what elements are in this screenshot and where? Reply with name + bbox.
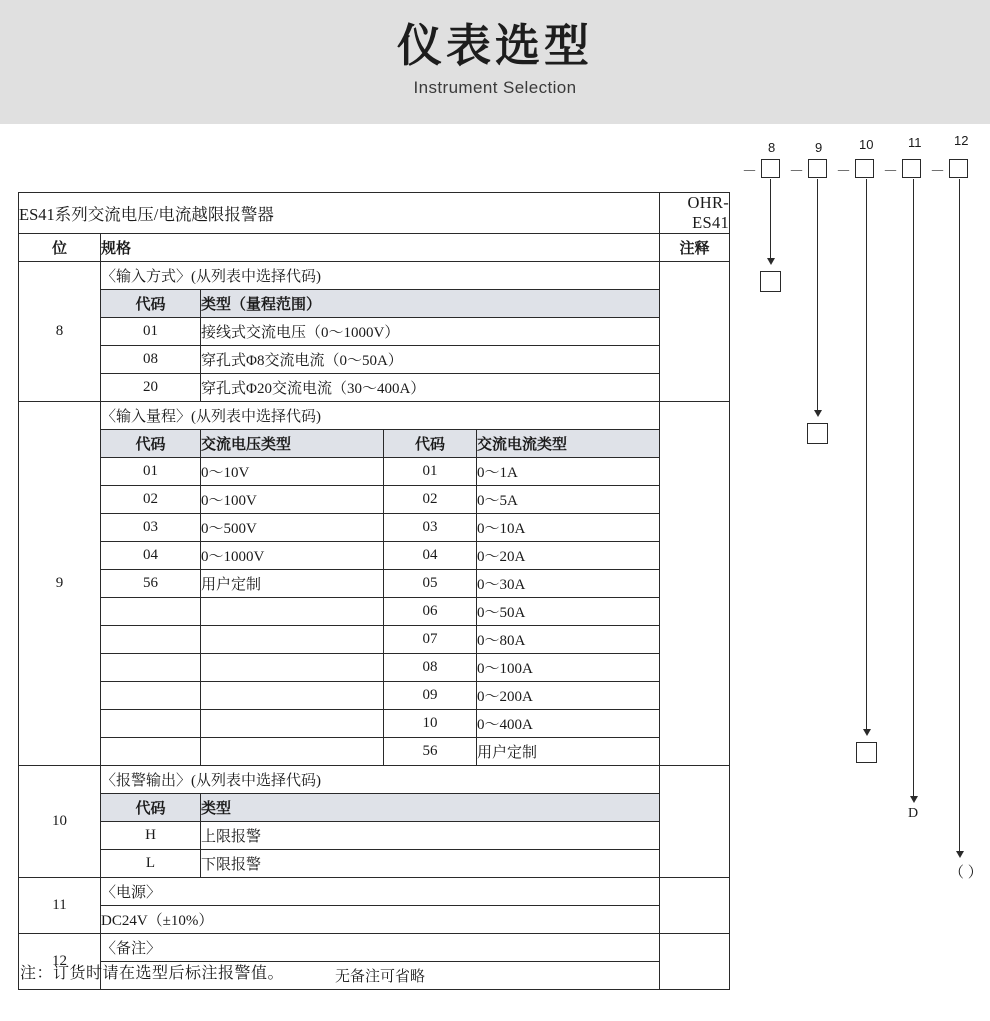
type-cell: 接线式交流电压（0～1000V） [201,318,660,346]
selector-number-9: 9 [815,140,823,155]
drop-box-8[interactable] [760,271,781,292]
type-cell: 0～500V [201,514,384,542]
table-row [19,374,730,402]
code-cell: 10 [384,710,477,738]
table-title-row [19,193,730,234]
type-cell: 上限报警 [201,822,660,850]
type-cell: 下限报警 [201,850,660,878]
connector-arrow-11 [910,796,918,803]
section-heading-10: 〈报警输出〉(从列表中选择代码) [101,766,660,794]
subheader-code-right-9: 代码 [384,430,477,458]
spec-table [18,192,730,990]
code-cell [101,598,201,626]
drop-label-12: （ ） [949,865,983,881]
type-cell: 穿孔式Φ20交流电流（30～400A） [201,374,660,402]
code-cell: 56 [384,738,477,766]
header-pos: 位 [19,234,101,262]
code-cell: 08 [384,654,477,682]
subheader-type-left-9: 交流电压类型 [201,430,384,458]
drop-box-10[interactable] [856,742,877,763]
type-cell [201,738,384,766]
subheader-type-8: 类型（量程范围） [201,290,660,318]
type-cell: 0～30A [477,570,660,598]
type-cell: 0～80A [477,626,660,654]
type-cell: 0～20A [477,542,660,570]
note-cell-12 [660,934,730,990]
connector-arrow-12 [956,851,964,858]
selector-box-8[interactable] [761,159,780,178]
selector-separator: － [930,163,946,180]
selector-separator: － [836,163,852,180]
table-row [19,682,730,710]
table-row [19,710,730,738]
type-cell: 用户定制 [201,570,384,598]
type-cell: 用户定制 [477,738,660,766]
table-row [19,514,730,542]
subheader-type-10: 类型 [201,794,660,822]
table-row [19,402,730,430]
selection-sheet [0,124,990,1021]
table-row [19,262,730,290]
code-cell [101,654,201,682]
code-cell: 02 [384,486,477,514]
type-cell: 0～100V [201,486,384,514]
selector-box-12[interactable] [949,159,968,178]
connector-arrow-10 [863,729,871,736]
selector-number-8: 8 [768,140,776,155]
selector-separator: － [883,163,899,180]
selector-number-12: 12 [954,133,969,148]
section-pos-12: 12 [19,934,101,990]
type-cell [201,626,384,654]
table-row [19,542,730,570]
section-heading-8: 〈输入方式〉(从列表中选择代码) [101,262,660,290]
table-row [19,458,730,486]
code-cell: H [101,822,201,850]
connector-arrow-8 [767,258,775,265]
table-row [19,290,730,318]
note-cell-11 [660,878,730,934]
connector-line-9 [817,179,818,413]
code-cell [101,626,201,654]
table-row [19,878,730,906]
type-cell [201,710,384,738]
connector-line-12 [959,179,960,854]
code-cell: 09 [384,682,477,710]
code-cell [101,738,201,766]
table-row [19,934,730,962]
table-row [19,794,730,822]
table-header-row [19,234,730,262]
code-cell: 05 [384,570,477,598]
code-cell: 06 [384,598,477,626]
header-note: 注释 [660,234,730,262]
code-cell: 01 [101,318,201,346]
selector-box-10[interactable] [855,159,874,178]
section-pos-9: 9 [19,402,101,766]
connector-arrow-9 [814,410,822,417]
note-cell-9 [660,402,730,766]
table-row [19,430,730,458]
code-cell [101,710,201,738]
subheader-code-10: 代码 [101,794,201,822]
table-row [19,906,730,934]
type-cell: 0～1000V [201,542,384,570]
code-cell: 01 [101,458,201,486]
selector-separator: － [789,163,805,180]
drop-box-9[interactable] [807,423,828,444]
model-code: OHR-ES41 [660,193,730,234]
section-pos-8: 8 [19,262,101,402]
selector-box-9[interactable] [808,159,827,178]
table-row [19,738,730,766]
page-banner [0,0,990,124]
section-heading-9: 〈输入量程〉(从列表中选择代码) [101,402,660,430]
code-cell [101,682,201,710]
table-row [19,346,730,374]
page-title: 仪表选型 [396,21,593,71]
section-heading-11: 〈电源〉 [101,878,660,906]
type-cell [201,682,384,710]
code-cell: 01 [384,458,477,486]
code-cell: 07 [384,626,477,654]
footnote: 注：订货时请在选型后标注报警值。 [20,965,285,982]
selector-number-11: 11 [908,135,922,150]
code-cell: L [101,850,201,878]
section-pos-10: 10 [19,766,101,878]
table-row [19,822,730,850]
type-cell [201,654,384,682]
code-cell: 20 [101,374,201,402]
table-row [19,626,730,654]
type-cell: 0～50A [477,598,660,626]
connector-line-10 [866,179,867,732]
type-cell: 0～200A [477,682,660,710]
type-cell: 0～5A [477,486,660,514]
value-cell: DC24V（±10%） [101,906,660,934]
connector-line-11 [913,179,914,799]
type-cell [201,598,384,626]
table-row [19,654,730,682]
selector-separator: － [742,163,758,180]
page-subtitle: Instrument Selection [413,78,577,97]
section-heading-12: 〈备注〉 [101,934,660,962]
type-cell: 0～1A [477,458,660,486]
type-cell: 0～10A [477,514,660,542]
model-code-selector [730,124,990,1021]
subheader-code-left-9: 代码 [101,430,201,458]
type-cell: 0～400A [477,710,660,738]
type-cell: 0～100A [477,654,660,682]
connector-line-8 [770,179,771,261]
selector-number-10: 10 [859,137,874,152]
product-title: ES41系列交流电压/电流越限报警器 [19,193,660,234]
code-cell: 02 [101,486,201,514]
section-pos-11: 11 [19,878,101,934]
code-cell: 56 [101,570,201,598]
table-row [19,850,730,878]
note-cell-8 [660,262,730,402]
header-spec: 规格 [101,234,660,262]
code-cell: 04 [101,542,201,570]
code-cell: 08 [101,346,201,374]
table-row [19,318,730,346]
type-cell: 0～10V [201,458,384,486]
table-row [19,598,730,626]
value-cell: 无备注可省略 [101,962,660,990]
table-row [19,570,730,598]
code-cell: 03 [101,514,201,542]
note-cell-10 [660,766,730,878]
code-cell: 03 [384,514,477,542]
selector-box-11[interactable] [902,159,921,178]
type-cell: 穿孔式Φ8交流电流（0～50A） [201,346,660,374]
drop-label-11: D [908,806,919,821]
table-row [19,486,730,514]
subheader-code-8: 代码 [101,290,201,318]
table-row [19,766,730,794]
code-cell: 04 [384,542,477,570]
subheader-type-right-9: 交流电流类型 [477,430,660,458]
